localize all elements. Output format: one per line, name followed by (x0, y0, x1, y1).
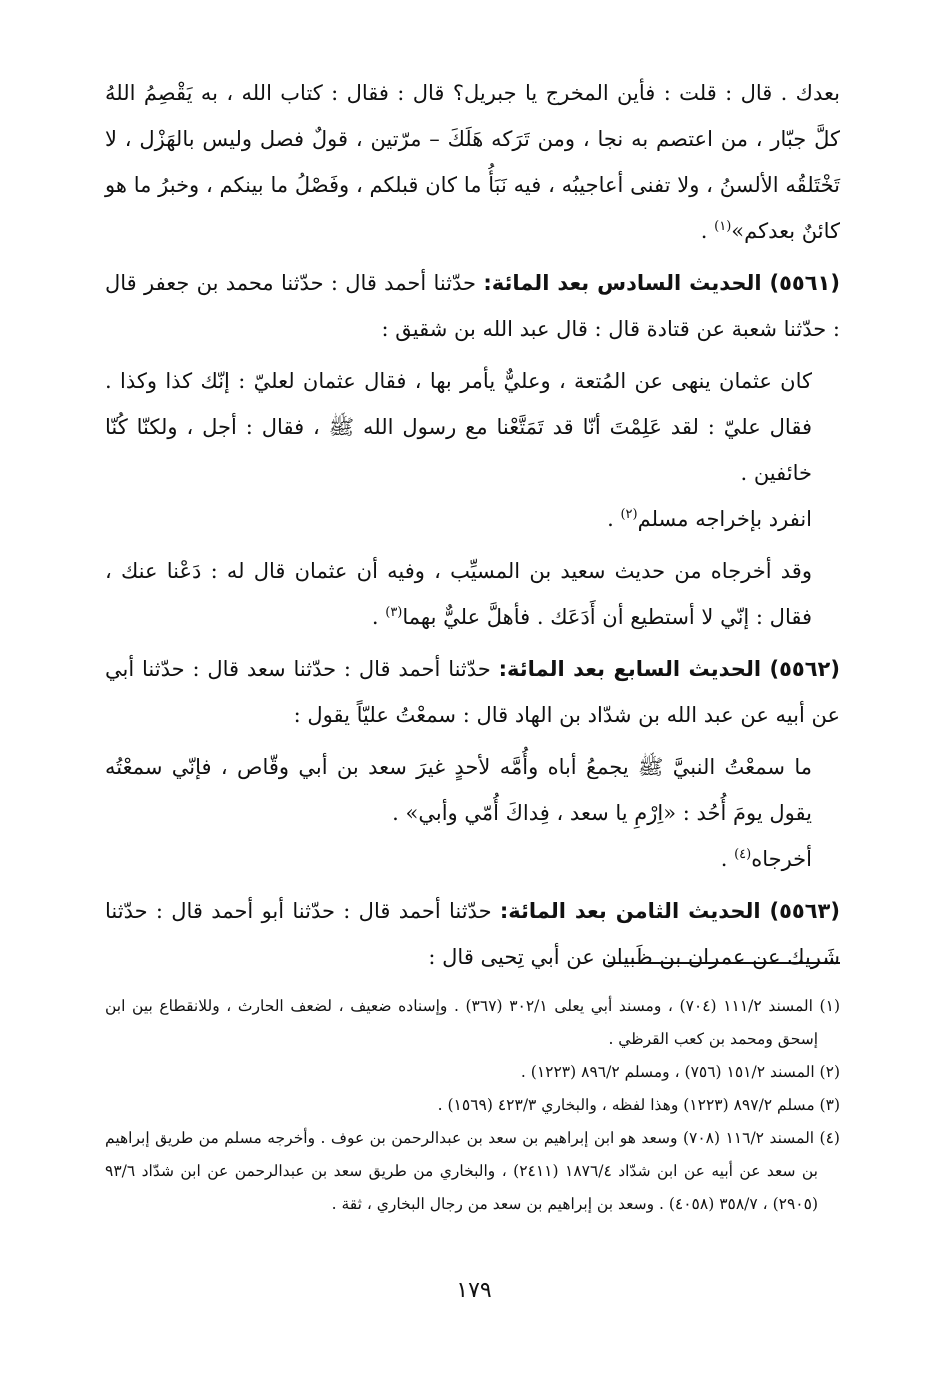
footnote-ref-2[interactable]: (٢) (620, 507, 638, 522)
paragraph-continuation: بعدك . قال : قلت : فأين المخرج يا جبريل؟ قال : فقال : كتاب الله ، به يَقْصِمُ اللهُ كلَّ جبّار ، من اعتصم به نجا ، ومن تَرَكه هَلَكَ – مرّتين ، قولٌ فصل وليس بالهَزْل ، لا تَخْتَلقُه الألسنُ ، ولا تفنى أعاجيبُه ، فيه نَبَأُ ما كان قبلكم ، وفَصْلُ ما بينكم ، وخبرُ ما هو كائنٌ بعدكم»$^{(١)}$ . (105, 81, 840, 243)
hadith-5562-text: ما سمعْتُ النبيَّ ﷺ يجمعُ أباه وأُمَّه لأحدٍ غيرَ سعد بن أبي وقّاص ، فإنّي سمعْتُه يقول يومَ أُحُد : «اِرْمِ يا سعد ، فِداكَ أُمّي وأبي» . (105, 755, 812, 825)
hadith-5561-isnad: (٥٥٦١) الحديث السادس بعد المائة: حدّثنا أحمد قال : حدّثنا محمد بن جعفر قال : حدّثنا شعبة عن قتادة قال : قال عبد الله بن شقيق : (105, 271, 840, 341)
hadith-5562-heading: (٥٥٦٢) الحديث السابع بعد المائة: (498, 657, 840, 681)
main-text (105, 70, 840, 980)
footnote-1: (١) المسند ١١١/٢ (٧٠٤) ، ومسند أبي يعلى ٣٠٢/١ (٣٦٧) . وإسناده ضعيف ، لضعف الحارث ، وللانقطاع بين ابن إسحق ومحمد بن كعب القرظي . (105, 997, 840, 1048)
footnote-ref-3[interactable]: (٣) (385, 605, 403, 620)
hadith-5562-isnad: (٥٥٦٢) الحديث السابع بعد المائة: حدّثنا أحمد قال : حدّثنا سعد قال : حدّثنا أبي عن أبيه عن عبد الله بن شدّاد بن الهاد قال : سمعْتُ عليّاً يقول : (105, 657, 840, 727)
hadith-5562-takhrij: أخرجاه$^{(٤)}$ . (720, 847, 812, 871)
footnote-3: (٣) مسلم ٨٩٧/٢ (١٢٢٣) وهذا لفظه ، والبخاري ٤٢٣/٣ (١٥٦٩) . (437, 1096, 840, 1114)
footnote-ref-4[interactable]: (٤) (734, 847, 752, 862)
hadith-5561-heading: (٥٥٦١) الحديث السادس بعد المائة: (483, 271, 840, 295)
hadith-5561-text: كان عثمان ينهى عن المُتعة ، وعليٌّ يأمر بها ، فقال عثمان لعليّ : إنّك كذا وكذا . فقال عليّ : لقد عَلِمْتَ أنّا قد تَمَتَّعْنا مع رسول الله ﷺ ، فقال : أجل ، ولكنّا كُنّا خائفين . (105, 369, 812, 485)
footnote-4: (٤) المسند ١١٦/٢ (٧٠٨) وسعد هو ابن إبراهيم بن سعد بن عبدالرحمن بن عوف . وأخرجه مسلم من طريق إبراهيم بن سعد عن أبيه عن ابن شدّاد ١٨٧٦/٤ (٢٤١١) ، والبخاري من طريق سعد بن عبدالرحمن عن ابن شدّاد ٩٣/٦ (٢٩٠٥) ، ٣٥٨/٧ (٤٠٥٨) . وسعد بن إبراهيم بن سعد من رجال البخاري ، ثقة . (105, 1129, 840, 1213)
footnote-ref-1[interactable]: (١) (714, 219, 732, 234)
hadith-5561-takhrij: انفرد بإخراجه مسلم$^{(٢)}$ . (607, 507, 812, 531)
footnote-2: (٢) المسند ١٥١/٢ (٧٥٦) ، ومسلم ٨٩٦/٢ (١٢٢٣) . (520, 1063, 840, 1081)
hadith-5561-extra: وقد أخرجاه من حديث سعيد بن المسيِّب ، وفيه أن عثمان قال له : دَعْنا عنك ، فقال : إنّي لا أستطيع أن أَدَعَك . فأهلَّ عليٌّ بهما$^{(٣)}$ . (105, 559, 812, 629)
footnotes (105, 990, 840, 1221)
page-number: ١٧٩ (456, 1278, 492, 1303)
footnote-divider (608, 962, 840, 964)
hadith-5563-isnad: (٥٥٦٣) الحديث الثامن بعد المائة: حدّثنا أحمد قال : حدّثنا أبو أحمد قال : حدّثنا شَريك عن عمران بن ظَبيان عن أبي تِحيى قال : (105, 899, 840, 969)
hadith-5563-heading: (٥٥٦٣) الحديث الثامن بعد المائة: (499, 899, 840, 923)
